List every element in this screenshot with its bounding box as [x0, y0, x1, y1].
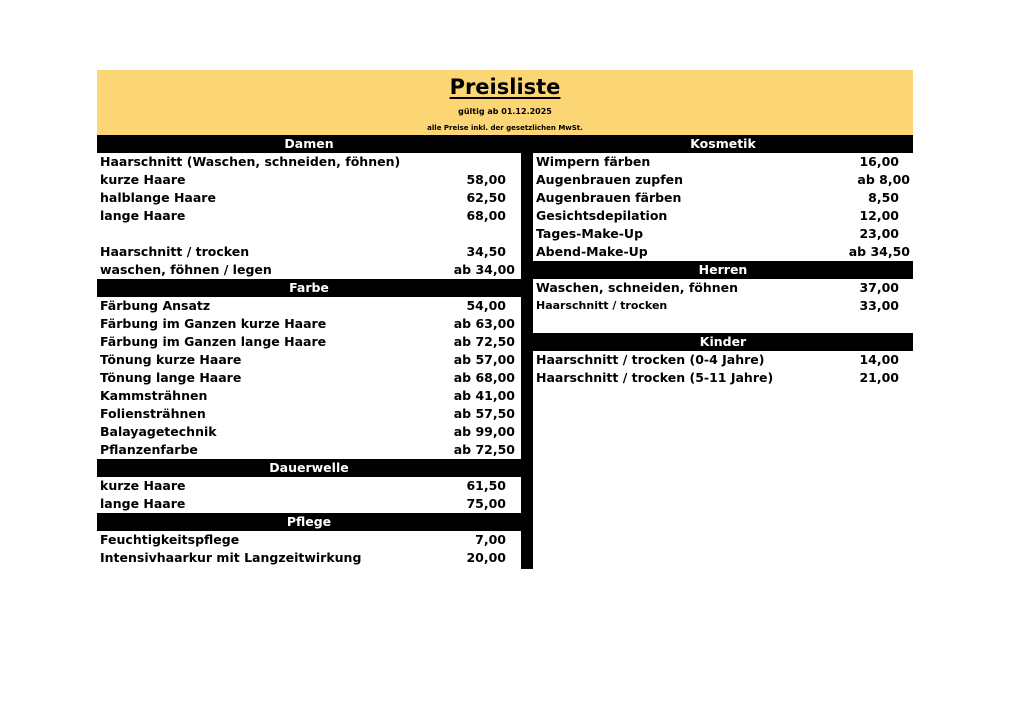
- item-price: ab 99,00: [453, 424, 515, 439]
- section-header-pflege: Pflege: [97, 513, 521, 531]
- item-price: ab 34,50: [848, 244, 910, 259]
- price-row: [97, 261, 521, 279]
- price-row: [533, 297, 913, 315]
- left-column: [97, 135, 521, 567]
- section-header-damen: Damen: [97, 135, 521, 153]
- item-price: 54,00: [466, 298, 506, 313]
- item-label: Feuchtigkeitspflege: [100, 532, 240, 547]
- item-price: 33,00: [859, 298, 899, 313]
- item-price: ab 34,00: [453, 262, 515, 277]
- price-row: [97, 495, 521, 513]
- price-row: [533, 225, 913, 243]
- item-price: 61,50: [466, 478, 506, 493]
- item-label: Kammsträhnen: [100, 388, 208, 403]
- item-label: lange Haare: [100, 208, 186, 223]
- price-columns: [97, 135, 913, 569]
- item-price: 21,00: [859, 370, 899, 385]
- item-price: 62,50: [466, 190, 506, 205]
- item-label: lange Haare: [100, 496, 186, 511]
- price-row: [533, 279, 913, 297]
- section-header-dauerwelle: Dauerwelle: [97, 459, 521, 477]
- item-price: ab 57,50: [453, 406, 515, 421]
- item-price: 37,00: [859, 280, 899, 295]
- price-row: [533, 207, 913, 225]
- item-price: 7,00: [475, 532, 506, 547]
- item-label: kurze Haare: [100, 172, 186, 187]
- item-price: 68,00: [466, 208, 506, 223]
- item-price: 16,00: [859, 154, 899, 169]
- price-row: [97, 549, 521, 567]
- price-row: [97, 531, 521, 549]
- item-price: 20,00: [466, 550, 506, 565]
- spacer: [97, 225, 521, 243]
- item-label: Abend-Make-Up: [536, 244, 648, 259]
- column-divider: [521, 135, 533, 569]
- valid-from-text: gültig ab 01.12.2025: [458, 107, 552, 116]
- item-price: ab 72,50: [453, 442, 515, 457]
- price-row: [533, 153, 913, 171]
- price-row: [97, 297, 521, 315]
- section-header-herren: Herren: [533, 261, 913, 279]
- item-label: Haarschnitt (Waschen, schneiden, föhnen): [100, 154, 401, 169]
- item-label: halblange Haare: [100, 190, 216, 205]
- price-row: [97, 477, 521, 495]
- item-label: Haarschnitt / trocken: [100, 244, 250, 259]
- item-label: Haarschnitt / trocken: [536, 299, 668, 312]
- section-header-kosmetik: Kosmetik: [533, 135, 913, 153]
- item-label: waschen, föhnen / legen: [100, 262, 272, 277]
- item-price: 12,00: [859, 208, 899, 223]
- price-row: [97, 423, 521, 441]
- price-row: [97, 315, 521, 333]
- price-list-sheet: [97, 70, 913, 569]
- price-row: [97, 405, 521, 423]
- item-label: Tönung lange Haare: [100, 370, 242, 385]
- price-row: [97, 333, 521, 351]
- price-row: [97, 387, 521, 405]
- price-row: [97, 351, 521, 369]
- item-label: Pflanzenfarbe: [100, 442, 198, 457]
- price-row: [97, 153, 521, 171]
- item-price: 8,50: [868, 190, 899, 205]
- item-label: Augenbrauen färben: [536, 190, 682, 205]
- item-label: Balayagetechnik: [100, 424, 217, 439]
- price-row: [533, 189, 913, 207]
- item-label: Wimpern färben: [536, 154, 651, 169]
- item-label: Foliensträhnen: [100, 406, 206, 421]
- header-banner: [97, 70, 913, 135]
- item-label: Haarschnitt / trocken (0-4 Jahre): [536, 352, 765, 367]
- item-label: Tages-Make-Up: [536, 226, 644, 241]
- item-label: Färbung Ansatz: [100, 298, 211, 313]
- item-price: ab 57,00: [453, 352, 515, 367]
- item-price: ab 8,00: [857, 172, 910, 187]
- item-price: 58,00: [466, 172, 506, 187]
- item-price: 14,00: [859, 352, 899, 367]
- item-price: 75,00: [466, 496, 506, 511]
- item-label: Augenbrauen zupfen: [536, 172, 684, 187]
- right-column: [533, 135, 913, 387]
- page-title: Preisliste: [449, 75, 561, 99]
- item-price: ab 41,00: [453, 388, 515, 403]
- price-row: [97, 369, 521, 387]
- price-row: [97, 189, 521, 207]
- item-label: Intensivhaarkur mit Langzeitwirkung: [100, 550, 362, 565]
- item-label: Haarschnitt / trocken (5-11 Jahre): [536, 370, 774, 385]
- item-price: ab 68,00: [453, 370, 515, 385]
- item-price: ab 63,00: [453, 316, 515, 331]
- section-header-farbe: Farbe: [97, 279, 521, 297]
- price-row: [533, 369, 913, 387]
- price-row: [533, 243, 913, 261]
- price-row: [97, 243, 521, 261]
- section-header-kinder: Kinder: [533, 333, 913, 351]
- vat-note: alle Preise inkl. der gesetzlichen MwSt.: [427, 124, 583, 132]
- item-price: 23,00: [859, 226, 899, 241]
- item-label: Färbung im Ganzen lange Haare: [100, 334, 327, 349]
- price-row: [97, 171, 521, 189]
- price-row: [97, 441, 521, 459]
- item-price: ab 72,50: [453, 334, 515, 349]
- item-price: 34,50: [466, 244, 506, 259]
- price-row: [533, 351, 913, 369]
- spacer: [533, 315, 913, 333]
- item-label: Tönung kurze Haare: [100, 352, 242, 367]
- item-label: Gesichtsdepilation: [536, 208, 668, 223]
- item-label: Färbung im Ganzen kurze Haare: [100, 316, 327, 331]
- price-row: [97, 207, 521, 225]
- price-row: [533, 171, 913, 189]
- item-label: kurze Haare: [100, 478, 186, 493]
- item-label: Waschen, schneiden, föhnen: [536, 280, 739, 295]
